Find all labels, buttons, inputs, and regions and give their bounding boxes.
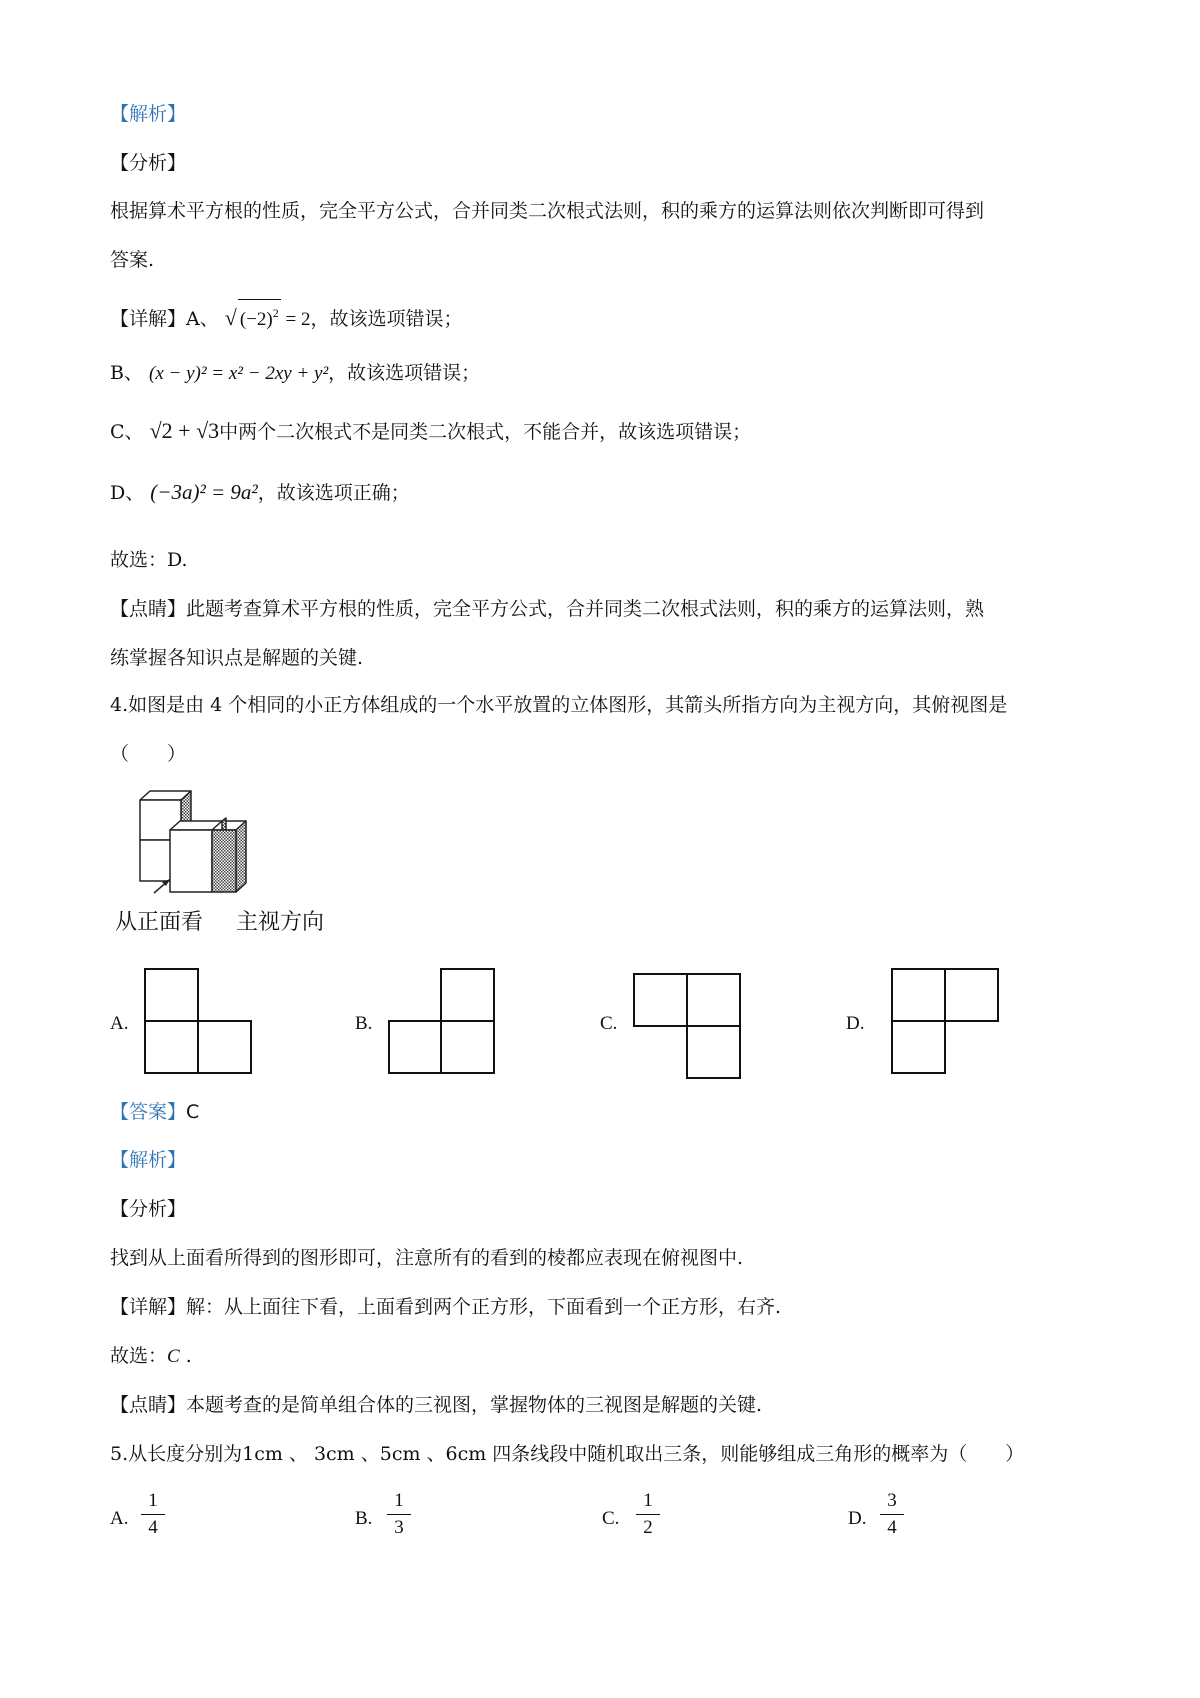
cube-solid-figure xyxy=(125,790,255,900)
option-c-prefix: C、 xyxy=(110,421,144,443)
option-b-text: ，故该选项错误； xyxy=(328,362,481,384)
answer-value: C xyxy=(186,1101,200,1123)
option-c-math: √2 + √3 xyxy=(149,418,220,443)
jiexi-heading: 【解析】 xyxy=(110,103,187,125)
option-b-prefix: B、 xyxy=(110,362,143,384)
option-a-rhs: = 2 xyxy=(280,309,311,330)
detail-option-b xyxy=(110,360,480,387)
option-d-prefix: D、 xyxy=(110,482,145,504)
q4-option-c-label: C. xyxy=(600,1013,618,1034)
fenxi-heading: 【分析】 xyxy=(110,152,187,174)
detail-option-c xyxy=(110,418,751,445)
q4-dianjing-label: 【点睛】 xyxy=(110,1394,187,1416)
option-b-math: (x − y)² = x² − 2xy + y² xyxy=(149,363,329,384)
q4-stem-line-2: （ ） xyxy=(110,743,187,765)
option-a-prefix: A、 xyxy=(186,308,219,330)
option-d-text: ，故该选项正确； xyxy=(257,482,410,504)
answer-label: 【答案】 xyxy=(110,1101,187,1123)
detail-option-a xyxy=(110,299,462,333)
q4-choose-value: C xyxy=(167,1346,180,1367)
q5-stem: 5.从长度分别为1cm 、 3cm 、5cm 、6cm 四条线段中随机取出三条，则能够组成三角形的概率为（ ） xyxy=(110,1443,1025,1465)
dianjing-label: 【点睛】 xyxy=(110,598,187,620)
q3-choose: 故选：D. xyxy=(110,549,188,571)
q3-dianjing: 【点睛】此题考查算术平方根的性质，完全平方公式，合并同类二次根式法则，积的乘方的运算法则，熟 xyxy=(110,598,985,620)
q4-option-a-label: A. xyxy=(110,1013,129,1034)
analysis-line-2: 答案. xyxy=(110,249,155,271)
q4-choose: 故选：C . xyxy=(110,1345,192,1367)
q4-option-d-label: D. xyxy=(846,1013,865,1034)
caption-front-view: 从正面看 xyxy=(115,910,204,935)
q4-fenxi-heading: 【分析】 xyxy=(110,1198,187,1220)
q4-answer xyxy=(110,1099,199,1125)
option-c-text: 中两个二次根式不是同类二次根式，不能合并，故该选项错误； xyxy=(219,421,752,443)
detail-option-d xyxy=(110,479,410,506)
q4-analysis: 找到从上面看所得到的图形即可，注意所有的看到的棱都应表现在俯视图中. xyxy=(110,1247,744,1269)
q4-dianjing: 【点睛】本题考查的是简单组合体的三视图，掌握物体的三视图是解题的关键. xyxy=(110,1394,763,1416)
q4-detail-label: 【详解】 xyxy=(110,1296,187,1318)
q4-detail: 【详解】解：从上面往下看，上面看到两个正方形，下面看到一个正方形，右齐. xyxy=(110,1296,782,1318)
q4-stem-line-1: 4.如图是由 4 个相同的小正方体组成的一个水平放置的立体图形，其箭头所指方向为主视方向，其俯视图是 xyxy=(110,694,1008,716)
radical-sign-icon: √ xyxy=(224,305,237,330)
analysis-line-1: 根据算术平方根的性质，完全平方公式，合并同类二次根式法则，积的乘方的运算法则依次判断即可得到 xyxy=(110,200,985,222)
detail-label: 【详解】 xyxy=(110,308,187,330)
caption-main-direction: 主视方向 xyxy=(236,910,325,935)
q4-option-b-label: B. xyxy=(355,1013,373,1034)
option-a-radicand: $(-2)^2$ xyxy=(238,299,281,333)
q4-jiexi-heading: 【解析】 xyxy=(110,1149,187,1171)
q3-dianjing-line-2: 练掌握各知识点是解题的关键. xyxy=(110,647,364,669)
option-a-text: ，故该选项错误； xyxy=(310,308,463,330)
option-d-math: (−3a)² = 9a² xyxy=(150,480,258,504)
